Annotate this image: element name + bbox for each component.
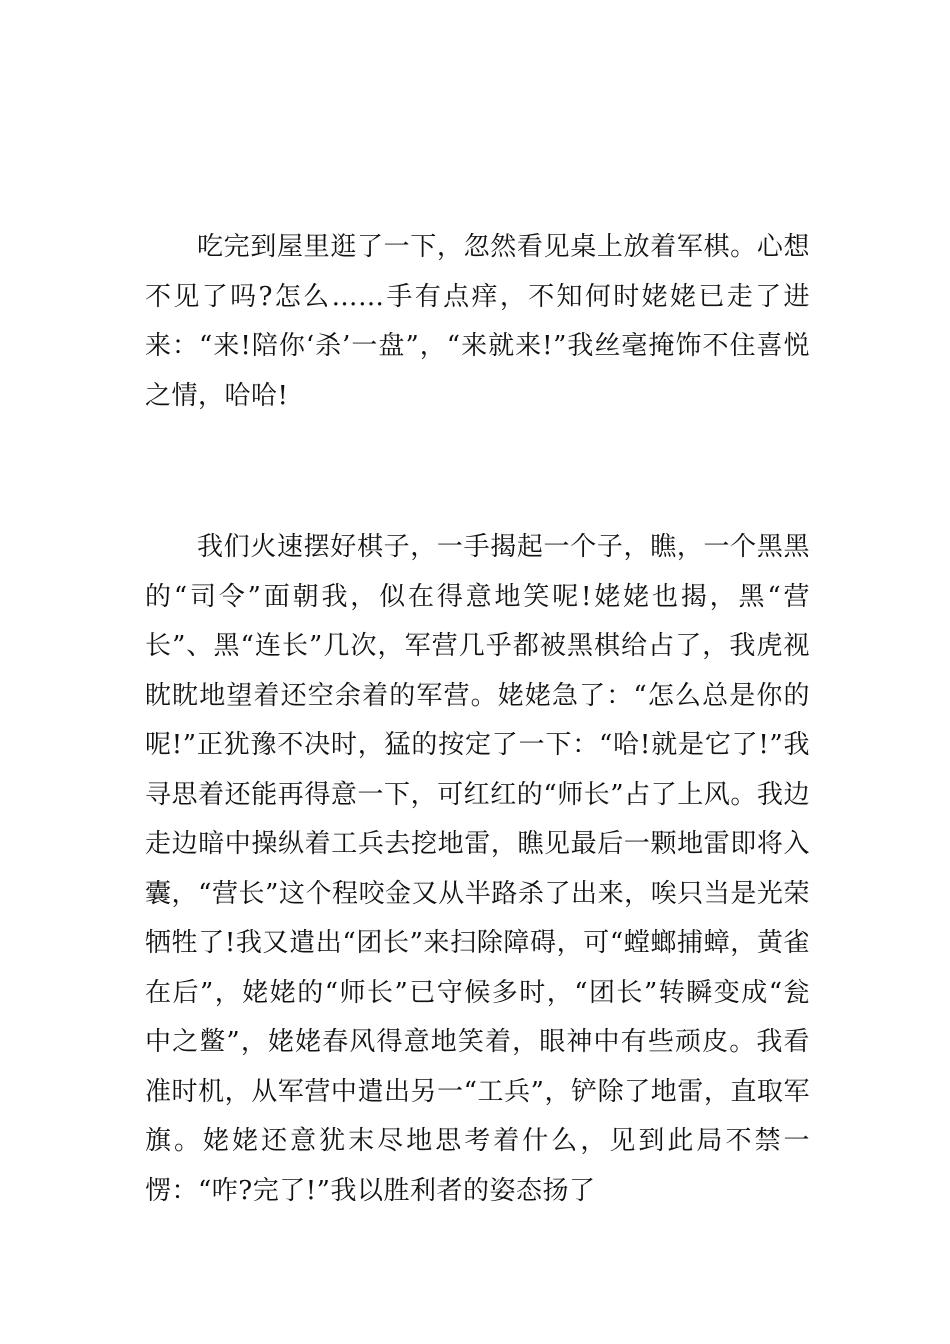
paragraph-2: 我们火速摆好棋子，一手揭起一个子，瞧，一个黑黑的“司令”面朝我，似在得意地笑呢!姥姥也揭，黑“营长”、黑“连长”几次，军营几乎都被黑棋给占了，我虎视眈眈地望着还空余着的军营。姥姥急了：“怎么总是你的呢!”正犹豫不决时，猛的按定了一下：“哈!就是它了!”我寻思着还能再得意一下，可红红的“师长”占了上风。我边走边暗中操纵着工兵去挖地雷，瞧见最后一颗地雷即将入囊，“营长”这个程咬金又从半路杀了出来，唉只当是光荣牺牲了!我又遣出“团长”来扫除障碍，可“螳螂捕蟑，黄雀在后”，姥姥的“师长”已守候多时，“团长”转瞬变成“瓮中之鳖”，姥姥春风得意地笑着，眼神中有些顽皮。我看准时机，从军营中遣出另一“工兵”，铲除了地雷，直取军旗。姥姥还意犹末尽地思考着什么，见到此局不禁一愣：“咋?完了!”我以胜利者的姿态扬了 [145, 532, 810, 1206]
paragraph-1: 吃完到屋里逛了一下，忽然看见桌上放着军棋。心想不见了吗?怎么……手有点痒，不知何时姥姥已走了进来：“来!陪你‘杀’一盘”，“来就来!”我丝毫掩饰不住喜悦之情，哈哈! [145, 232, 810, 411]
